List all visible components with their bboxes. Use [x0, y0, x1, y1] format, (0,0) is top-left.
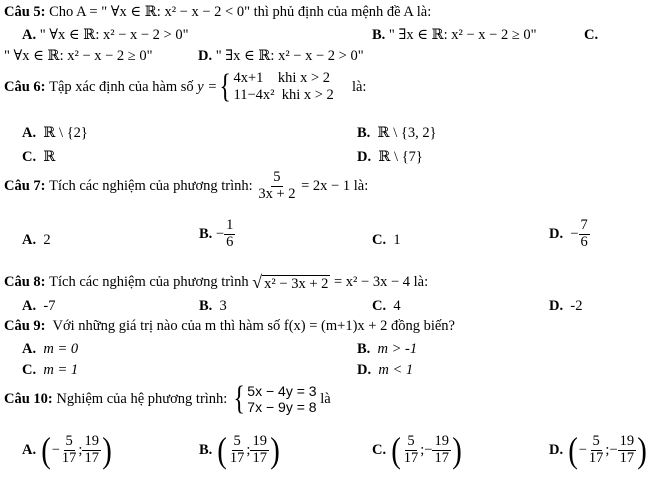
q9-a-label: A. — [22, 341, 37, 357]
q9-b-label: B. — [357, 341, 371, 357]
q5-option-a[interactable] — [22, 27, 189, 44]
q10-system — [247, 383, 316, 415]
q7-option-c[interactable] — [372, 232, 401, 249]
q6-stem: Tập xác định của hàm số — [49, 78, 194, 95]
q7-frac-num: 5 — [273, 169, 281, 185]
q9-option-a[interactable] — [22, 341, 78, 358]
q10-option-d[interactable] — [549, 430, 648, 470]
q10-b-n1: 5 — [233, 432, 241, 449]
q6-tail: là: — [351, 78, 367, 95]
q6-b-label: B. — [357, 125, 371, 141]
q10-a-d1: 17 — [61, 449, 77, 466]
left-paren-icon: ( — [40, 430, 51, 470]
q9-stem-line — [4, 318, 455, 335]
right-paren-icon: ) — [270, 430, 280, 470]
q10-option-a[interactable] — [22, 430, 113, 470]
q7-d-fraction — [579, 218, 590, 251]
right-paren-icon: ) — [102, 430, 112, 470]
q8-c-label: C. — [372, 298, 387, 314]
q5-label: Câu 5: — [4, 4, 46, 20]
q8-label: Câu 8: — [4, 274, 46, 290]
q10-option-b[interactable] — [199, 430, 281, 470]
q9-option-d[interactable] — [357, 362, 413, 379]
q7-label: Câu 7: — [4, 178, 46, 195]
q10-a-label: A. — [22, 441, 37, 458]
q10-eq2: 7x − 9y = 8 — [247, 399, 317, 415]
left-paren-icon: ( — [390, 430, 401, 470]
q10-c-label: C. — [372, 441, 387, 458]
q7-fraction — [256, 170, 297, 203]
q10-d-n1: 5 — [592, 432, 600, 449]
q10-a-n2: 19 — [84, 432, 99, 449]
q10-c-n1: 5 — [407, 432, 415, 449]
q6-a-label: A. — [22, 125, 37, 141]
q9-b-text: m > -1 — [377, 341, 418, 357]
q7-b-fraction — [224, 218, 235, 251]
q7-b-sign: − — [215, 226, 225, 243]
q6-y-eq: y = — [197, 78, 218, 95]
q5-b-text: " ∃x ∈ ℝ: x² − x − 2 ≥ 0" — [388, 27, 537, 43]
q10-d-s1: − — [578, 441, 587, 458]
q8-radicand: x² − 3x + 2 — [264, 276, 329, 292]
q7-a-label: A. — [22, 232, 37, 248]
sqrt-icon: √ — [252, 272, 263, 292]
q8-stem: Tích các nghiệm của phương trình — [49, 274, 249, 290]
q5-option-d[interactable] — [198, 48, 364, 65]
q9-a-text: m = 0 — [43, 341, 79, 357]
q5-a-text: " ∀x ∈ ℝ: x² − x − 2 > 0" — [39, 27, 189, 43]
q8-d-label: D. — [549, 298, 564, 314]
q10-c-d1: 17 — [403, 449, 419, 466]
q6-option-b[interactable] — [357, 125, 437, 142]
q5-d-text: " ∃x ∈ ℝ: x² − x − 2 > 0" — [215, 48, 364, 64]
q8-c-text: 4 — [393, 298, 401, 314]
q10-a-s1: − — [51, 441, 60, 458]
q7-c-label: C. — [372, 232, 387, 248]
q10-d-frac2 — [618, 434, 637, 467]
q9-c-label: C. — [22, 362, 37, 378]
q9-option-b[interactable] — [357, 341, 417, 358]
q6-option-d[interactable] — [357, 149, 423, 166]
q10-a-frac2 — [82, 434, 101, 467]
q10-a-n1: 5 — [65, 432, 73, 449]
q10-a-sep: ; — [78, 441, 83, 458]
q7-b-num: 1 — [226, 217, 234, 233]
q10-c-d2: 17 — [434, 449, 449, 466]
left-paren-icon: ( — [567, 430, 578, 470]
q6-label: Câu 6: — [4, 78, 46, 95]
q7-c-text: 1 — [393, 232, 401, 248]
q6-c-text: ℝ — [43, 149, 56, 165]
q8-option-c[interactable] — [372, 298, 401, 315]
q5-option-b[interactable] — [372, 27, 537, 44]
q10-c-n2: 19 — [434, 432, 449, 449]
q7-a-text: 2 — [43, 232, 51, 248]
q9-option-c[interactable] — [22, 362, 78, 379]
q6-d-text: ℝ \ {7} — [378, 149, 423, 165]
q10-tail: là — [320, 390, 331, 407]
q10-b-d1: 17 — [229, 449, 245, 466]
q7-d-sign: − — [570, 226, 579, 243]
q5-b-label: B. — [372, 27, 386, 43]
q7-option-b[interactable] — [199, 218, 235, 251]
q10-option-c[interactable] — [372, 430, 463, 470]
q10-d-s2: − — [609, 441, 618, 458]
q6-option-c[interactable] — [22, 149, 55, 166]
q6-case2: 11−4x² khi x > 2 — [233, 87, 334, 103]
q10-eq1: 5x − 4y = 3 — [247, 382, 317, 399]
q7-b-den: 6 — [226, 233, 234, 250]
q6-b-text: ℝ \ {3, 2} — [377, 125, 437, 141]
q8-b-label: B. — [199, 298, 213, 314]
q7-stem-line — [4, 170, 368, 203]
q7-option-a[interactable] — [22, 232, 51, 249]
q8-d-text: -2 — [570, 298, 583, 314]
q7-stem: Tích các nghiệm của phương trình: — [49, 178, 253, 195]
q10-b-frac2 — [250, 434, 269, 467]
q10-stem: Nghiệm của hệ phương trình: — [56, 390, 228, 407]
q10-d-label: D. — [549, 441, 564, 458]
q5-c-text: " ∀x ∈ ℝ: x² − x − 2 ≥ 0" — [4, 48, 153, 64]
q5-a-label: A. — [22, 27, 37, 43]
q7-d-label: D. — [549, 226, 564, 243]
q7-d-num: 7 — [580, 217, 588, 233]
q10-c-frac2 — [432, 434, 451, 467]
q8-stem-line — [4, 272, 428, 293]
q10-b-d2: 17 — [252, 449, 267, 466]
q5-option-c[interactable] — [4, 48, 153, 65]
q8-rhs: = x² − 3x − 4 là: — [334, 274, 429, 290]
q7-option-d[interactable] — [549, 218, 590, 251]
q6-case1: 4x+1 khi x > 2 — [233, 70, 330, 87]
q6-d-label: D. — [357, 149, 372, 165]
q10-b-sep: ; — [246, 441, 251, 458]
q5-c-label: C. — [584, 27, 599, 43]
q10-a-d2: 17 — [84, 449, 99, 466]
q8-a-text: -7 — [43, 298, 56, 314]
q9-d-text: m < 1 — [378, 362, 414, 378]
q10-label: Câu 10: — [4, 390, 53, 407]
q7-rhs: = 2x − 1 là: — [301, 178, 369, 195]
q9-d-label: D. — [357, 362, 372, 378]
q10-a-frac1 — [60, 434, 79, 467]
q7-d-den: 6 — [580, 233, 588, 250]
q7-b-label: B. — [199, 226, 213, 243]
right-paren-icon: ) — [452, 430, 462, 470]
q9-c-text: m = 1 — [43, 362, 79, 378]
q10-c-sep: ; — [420, 441, 425, 458]
q8-option-b[interactable] — [199, 298, 227, 315]
q6-c-label: C. — [22, 149, 37, 165]
q8-a-label: A. — [22, 298, 37, 314]
q10-d-n2: 19 — [619, 432, 635, 449]
right-paren-icon: ) — [637, 430, 647, 470]
q10-b-n2: 19 — [252, 432, 267, 449]
q10-d-d1: 17 — [588, 449, 604, 466]
left-paren-icon: ( — [217, 430, 227, 470]
q7-frac-den: 3x + 2 — [258, 185, 296, 202]
q10-d-d2: 17 — [619, 449, 635, 466]
q8-sqrt — [252, 272, 330, 293]
q10-c-s2: − — [424, 441, 433, 458]
q10-brace-icon: { — [233, 380, 245, 417]
q6-cases — [233, 70, 333, 103]
q10-d-frac1 — [587, 434, 606, 467]
q5-d-label: D. — [198, 48, 213, 64]
q8-option-d[interactable] — [549, 298, 582, 315]
q9-stem: Với những giá trị nào của m thì hàm số f(x) = (m+1)x + 2 đồng biến? — [52, 318, 455, 334]
q5-stem-line — [4, 4, 431, 21]
q6-stem-line — [4, 70, 366, 104]
q10-b-label: B. — [199, 441, 213, 458]
q5-option-c-label-wrap[interactable] — [584, 27, 598, 44]
q5-stem: Cho A = " ∀x ∈ ℝ: x² − x − 2 < 0" thì phủ định của mệnh đề A là: — [49, 4, 432, 20]
q6-a-text: ℝ \ {2} — [43, 125, 88, 141]
q10-d-sep: ; — [605, 441, 610, 458]
q9-label: Câu 9: — [4, 318, 46, 334]
q8-option-a[interactable] — [22, 298, 55, 315]
q10-c-frac1 — [402, 434, 421, 467]
q6-brace-icon: { — [219, 68, 232, 105]
q8-b-text: 3 — [219, 298, 227, 314]
q10-stem-line — [4, 382, 331, 416]
q6-option-a[interactable] — [22, 125, 88, 142]
q10-b-frac1 — [228, 434, 247, 467]
